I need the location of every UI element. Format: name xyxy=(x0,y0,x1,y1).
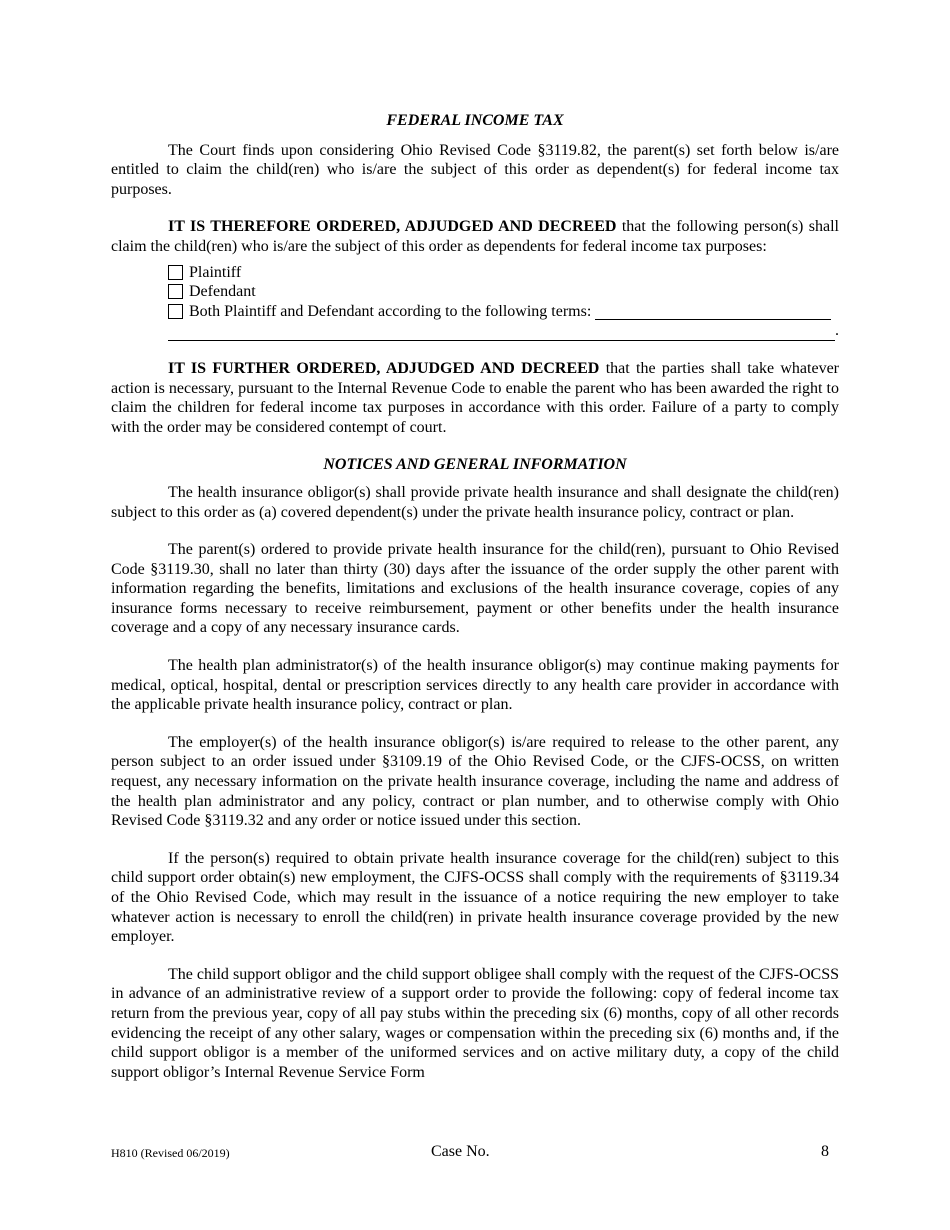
tax-order-paragraph xyxy=(111,217,839,256)
option-both[interactable] xyxy=(168,302,839,322)
both-checkbox[interactable] xyxy=(168,304,183,319)
option-plaintiff[interactable] xyxy=(168,263,839,283)
defendant-label: Defendant xyxy=(189,283,256,301)
case-number-label: Case No. xyxy=(431,1143,490,1160)
plaintiff-label: Plaintiff xyxy=(189,263,242,281)
notice-paragraph-6: The child support obligor and the child support obligee shall comply with the request of the CJFS-OCSS in advance of an administrative review of a support order to provide the following: copy of federal income tax return from the previous year, copy of all pay stubs within the preceding six (6) months, copy of all other records evidencing the receipt of any other salary, wages or compensation within the preceding six (6) months and, if the child support obligor is a member of the uniformed services and on active military duty, a copy of the child support obligor’s Internal Revenue Service Form xyxy=(111,965,839,1081)
page-footer xyxy=(111,1143,829,1163)
order-phrase: IT IS THEREFORE ORDERED, ADJUDGED AND DECREED xyxy=(168,218,617,236)
defendant-checkbox[interactable] xyxy=(168,284,183,299)
terms-continuation-row xyxy=(168,321,839,341)
both-label: Both Plaintiff and Defendant according to the following terms: xyxy=(189,302,592,320)
federal-income-tax-heading: FEDERAL INCOME TAX xyxy=(386,112,564,129)
notice-paragraph-2: The parent(s) ordered to provide private health insurance for the child(ren), pursuant to Ohio Revised Code §3119.30, shall no later than thirty (30) days after the issuance of the order supply the other parent with information regarding the benefits, limitations and exclusions of the health insurance coverage, copies of any insurance forms necessary to receive reimbursement, payment or other benefits under the health insurance coverage and a copy of any necessary insurance cards. xyxy=(111,541,839,637)
notice-paragraph-1: The health insurance obligor(s) shall provide private health insurance and shall designate the child(ren) subject to this order as (a) covered dependent(s) under the private health insurance policy, contract or plan. xyxy=(111,483,839,521)
further-order-text: that the parties shall take whatever action is necessary, pursuant to the Internal Revenue Code to enable the parent who has been awarded the right to claim the children for federal income tax purposes in accordance with this order. Failure of a party to comply with the order may be considered contempt of court. xyxy=(111,359,840,436)
notice-paragraph-4: The employer(s) of the health insurance obligor(s) is/are required to release to the other parent, any person subject to an order issued under §3109.19 of the Ohio Revised Code, or the CJFS-OCSS, on written request, any necessary information on the private health insurance coverage, including the name and address of the health plan administrator and any policy, contract or plan number, and to otherwise comply with Ohio Revised Code §3119.32 and any order or notice issued under this section. xyxy=(111,733,839,830)
page-number: 8 xyxy=(821,1143,829,1160)
further-order-phrase: IT IS FURTHER ORDERED, ADJUDGED AND DECREED xyxy=(168,359,600,377)
form-id: H810 (Revised 06/2019) xyxy=(111,1146,230,1160)
document-page xyxy=(111,111,839,1100)
terms-field[interactable] xyxy=(595,304,831,320)
order-text: that the following person(s) shall claim the child(ren) who is/are the subject of this order as dependents for federal income tax purposes: xyxy=(111,218,840,255)
notices-heading: NOTICES AND GENERAL INFORMATION xyxy=(323,456,627,474)
tax-finding-paragraph: The Court finds upon considering Ohio Revised Code §3119.82, the parent(s) set forth below is/are entitled to claim the child(ren) who is/are the subject of this order as dependent(s) for federal income tax purposes. xyxy=(111,141,839,198)
terms-period: . xyxy=(835,322,839,340)
plaintiff-checkbox[interactable] xyxy=(168,265,183,280)
claimant-options xyxy=(168,263,839,341)
notice-paragraph-5: If the person(s) required to obtain private health insurance coverage for the child(ren) subject to this child support order obtain(s) new employment, the CJFS-OCSS shall comply with the requirements of §3119.34 of the Ohio Revised Code, which may result in the issuance of a notice requiring the new employer to take whatever action is necessary to enroll the child(ren) in private health insurance coverage provided by the new employer. xyxy=(111,849,839,946)
option-defendant[interactable] xyxy=(168,282,839,302)
terms-continuation-field[interactable] xyxy=(168,330,835,341)
further-order-paragraph xyxy=(111,359,839,437)
notice-paragraph-3: The health plan administrator(s) of the health insurance obligor(s) may continue making payments for medical, optical, hospital, dental or prescription services directly to any health care provider in accordance with the applicable private health insurance policy, contract or plan. xyxy=(111,657,839,714)
